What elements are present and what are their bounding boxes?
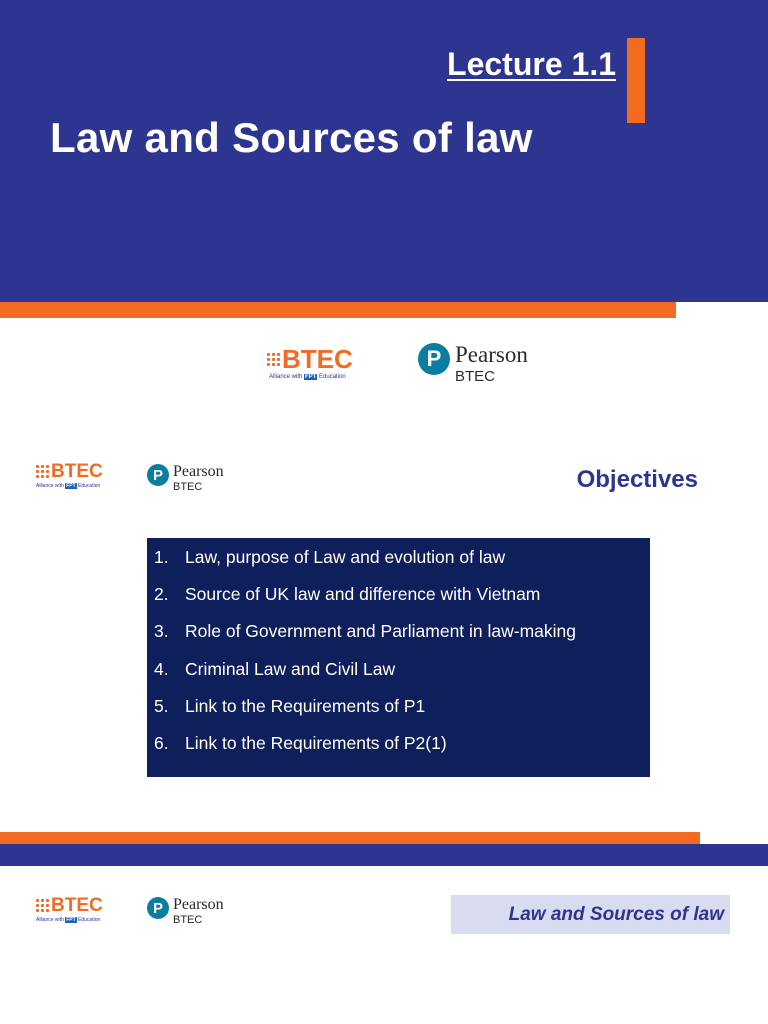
list-item-number: 4. [154,658,169,679]
orange-divider [0,302,676,318]
footer-title-box [451,895,730,934]
pearson-name: Pearson [173,463,224,480]
btec-fpt-logo [267,346,353,380]
pearson-btec-logo [418,343,528,384]
list-item-text: Source of UK law and difference with Vietnam [185,584,541,605]
list-item [154,659,650,696]
fpt-brand: FPT [305,374,317,380]
btec-fpt-logo [36,896,103,923]
list-item-text: Law, purpose of Law and evolution of law [185,547,506,567]
list-item-number: 5. [154,695,169,716]
btec-tag-suffix: Education [319,374,346,380]
btec-wordmark: BTEC [282,344,353,374]
list-item [154,696,650,733]
btec-tag-prefix: Alliance with [36,917,64,923]
objectives-list [147,538,650,777]
list-item [154,733,650,770]
btec-tag-prefix: Alliance with [36,483,64,489]
btec-dots-icon [267,353,280,366]
pearson-p-icon: P [418,343,450,375]
list-item-number: 1. [154,547,169,567]
list-item-text: Link to the Requirements of P1 [185,695,426,716]
pearson-name: Pearson [173,896,224,913]
orange-accent-bar [627,38,645,123]
pearson-name: Pearson [455,342,528,367]
list-item-text: Link to the Requirements of P2(1) [185,732,447,753]
pearson-sub: BTEC [173,914,203,926]
slide-title: Law and Sources of law [50,114,533,161]
pearson-p-icon: P [147,464,169,486]
list-item [154,547,650,584]
list-item-text: Role of Government and Parliament in law-making [185,621,577,642]
title-slide-header [0,0,768,302]
btec-tag-prefix: Alliance with [269,374,303,380]
btec-wordmark: BTEC [51,461,103,482]
pearson-btec-logo [147,464,224,493]
btec-dots-icon [36,465,49,478]
fpt-brand: FPT [66,917,76,923]
btec-tag-suffix: Education [78,483,101,489]
btec-tag-suffix: Education [78,917,101,923]
pearson-sub: BTEC [173,481,203,493]
btec-fpt-logo [36,462,103,489]
list-item-text: Criminal Law and Civil Law [185,658,396,679]
list-item-number: 3. [154,621,169,642]
list-item-number: 2. [154,584,169,605]
navy-divider [0,844,768,866]
fpt-brand: FPT [66,483,76,489]
list-item [154,621,650,658]
list-item [154,584,650,621]
lecture-label: Lecture 1.1 [447,46,616,82]
pearson-sub: BTEC [455,368,496,385]
objectives-heading: Objectives [576,466,698,493]
list-item-number: 6. [154,732,169,753]
pearson-p-icon: P [147,897,169,919]
btec-dots-icon [36,899,49,912]
orange-divider [0,832,700,844]
btec-wordmark: BTEC [51,895,103,916]
footer-title: Law and Sources of law [508,903,724,925]
pearson-btec-logo [147,897,224,926]
